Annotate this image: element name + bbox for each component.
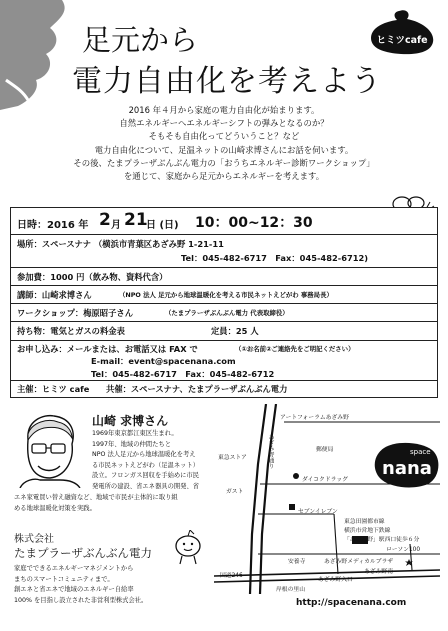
intro-line: を通じて、家庭から足元からエネルギーを考えます。 [123,171,325,182]
logo-text: ヒミツcafe [376,35,428,46]
date-time: 10：00~12：30 [195,215,313,231]
profile-bio-line: 1969年東京都江東区生まれ。 [92,430,178,437]
speaker-note: （NPO 法人 足元から地球温暖化を考える市民ネットえどがわ 事務局長） [119,291,333,299]
map-roads [214,404,440,594]
date-month: 2 [99,210,111,230]
capacity: 定員：25 人 [211,326,259,336]
venue-tel: Tel：045-482-6717 Fax：045-482-6712) [181,253,369,263]
speaker-row [11,285,437,304]
profile-bio [92,429,199,493]
workshop-note: （たまプラーザぶんぶん電力 代表取締役） [165,309,289,317]
map-label-road: あざみ野通り [267,434,273,469]
profile-bio-wide [14,493,178,514]
profile-bio-line: 発電所の建設、省エネ器具の開発、省 [92,482,200,490]
host: 主催：ヒミツ cafe 共催：スペースナナ、たまプラーザぶんぶん電力 [17,384,288,394]
map-label-exit: 「あざみ野」駅西口徒歩６分 [344,537,420,543]
date-mid: 月 [111,220,121,231]
access-map [214,404,440,594]
speaker: 講師：山崎求博さん [17,290,92,300]
map-label-city: 横浜市営地下鉄線 [344,528,391,534]
profile-bio-line: エネ家電買い替え融資など、地域で市民が主体的に取り組 [14,494,178,501]
map-label-post: 郵便局 [316,447,334,453]
himitsu-cafe-logo [367,8,437,56]
email: E-mail：event@spacenana.com [91,356,236,366]
venue-row [11,234,437,268]
bring-row [11,321,437,341]
company-desc-line: 100% を目指し設立された非営利型株式会社。 [14,596,148,604]
space-text: space [410,448,431,456]
map-label-satoyama: 岸根の里山 [276,587,305,593]
date-row [11,208,437,235]
company-desc [14,564,147,606]
mascot-icon [168,530,208,566]
map-label-daikoku: ダイコクドラッグ [302,477,348,483]
intro-text [0,104,448,183]
map-label-route: 国道246 [220,573,243,579]
intro-line: その後、たまプラーザぶんぶん電力の「おうちエネルギー診断ワークショップ」 [73,157,375,168]
company-name-line1: 株式会社 [14,534,54,545]
fee: 参加費：1000 円（飲み物、資料代含） [17,272,168,282]
date-weekday: 日 (日) [146,220,179,231]
workshop: ワークショップ：梅原昭子さん [17,308,133,318]
event-info-box [10,207,438,398]
intro-line: 電力自由化について、足温ネットの山崎求博さんにお話を伺います。 [94,144,354,155]
bring: 持ち物：電気とガスの料金表 [17,326,125,336]
intro-line: そもそも自由化ってどういうこと？など [148,131,300,142]
map-label-apartment: アートフォーラムあざみ野 [280,415,349,421]
intro-line: 自然エネルギーへエネルギーシフトの弾みとなるのか？ [119,118,329,129]
host-row [11,380,437,397]
website-url[interactable]: http://spacenana.com [296,598,407,608]
profile-bio-line: NPO 法人足元から地球温暖化を考え [92,451,196,459]
profile-bio-line: 1997年、地域の仲間たちと [92,440,171,448]
page-title-line1: 足元から [82,23,199,57]
company-name-line2: たまプラーザぶんぶん電力 [14,546,152,560]
venue: 場所：スペースナナ （横浜市青葉区あざみ野 1-21-11 [17,239,224,249]
profile-bio-line: る市民ネットえどがわ（足温ネット） [92,461,200,469]
map-label-store: 東急ストア [218,455,247,461]
tel: Tel：045-482-6717 Fax：045-482-6712 [91,369,275,379]
nana-text: nana [382,458,432,479]
map-label-temple: 安養寺 [288,559,306,565]
profile-bio-line: める地球温暖化対策を実践。 [14,504,96,512]
apply: お申し込み：メールまたは、お電話又は FAX で [17,344,198,354]
company-desc-line: 家庭でできるエネルギーマネジメントから [14,565,134,572]
map-label-medical: あざみ野メディカルプラザ [324,559,394,565]
workshop-row [11,303,437,322]
map-label-south: あざみ野南 [364,569,393,575]
date-day: 21 [124,210,148,230]
intro-line: 2016 年４月から家庭の電力自由化が始まります。 [128,105,320,115]
profile-bio-line: 設立。フロンガス回収を手始めに市民 [92,472,200,480]
map-label-bus: あざみ野入口 [318,577,353,583]
company-desc-line: まちのスマートコミュニティまで。 [14,575,114,583]
page-title-line2: 電力自由化を考えよう [72,64,382,99]
map-label-station: 東急田園都市線 [344,519,385,525]
company-desc-line: 創エネと省エネで地域のエネルギー自給率 [14,586,134,594]
apply-row [11,340,437,381]
portrait-illustration [14,410,84,488]
map-label-gusto: ガスト [226,489,244,495]
date-label: 日時：2016 年 [17,220,89,231]
map-label-seven: セブンイレブン [298,509,338,515]
fee-row [11,267,437,286]
apply-note: （①お名前②ご連絡先をご明記ください） [235,345,355,353]
profile-name: 山崎 求博さん [92,414,169,428]
map-label-lawson: ローソン100 [386,547,421,553]
space-nana-logo [374,440,440,490]
